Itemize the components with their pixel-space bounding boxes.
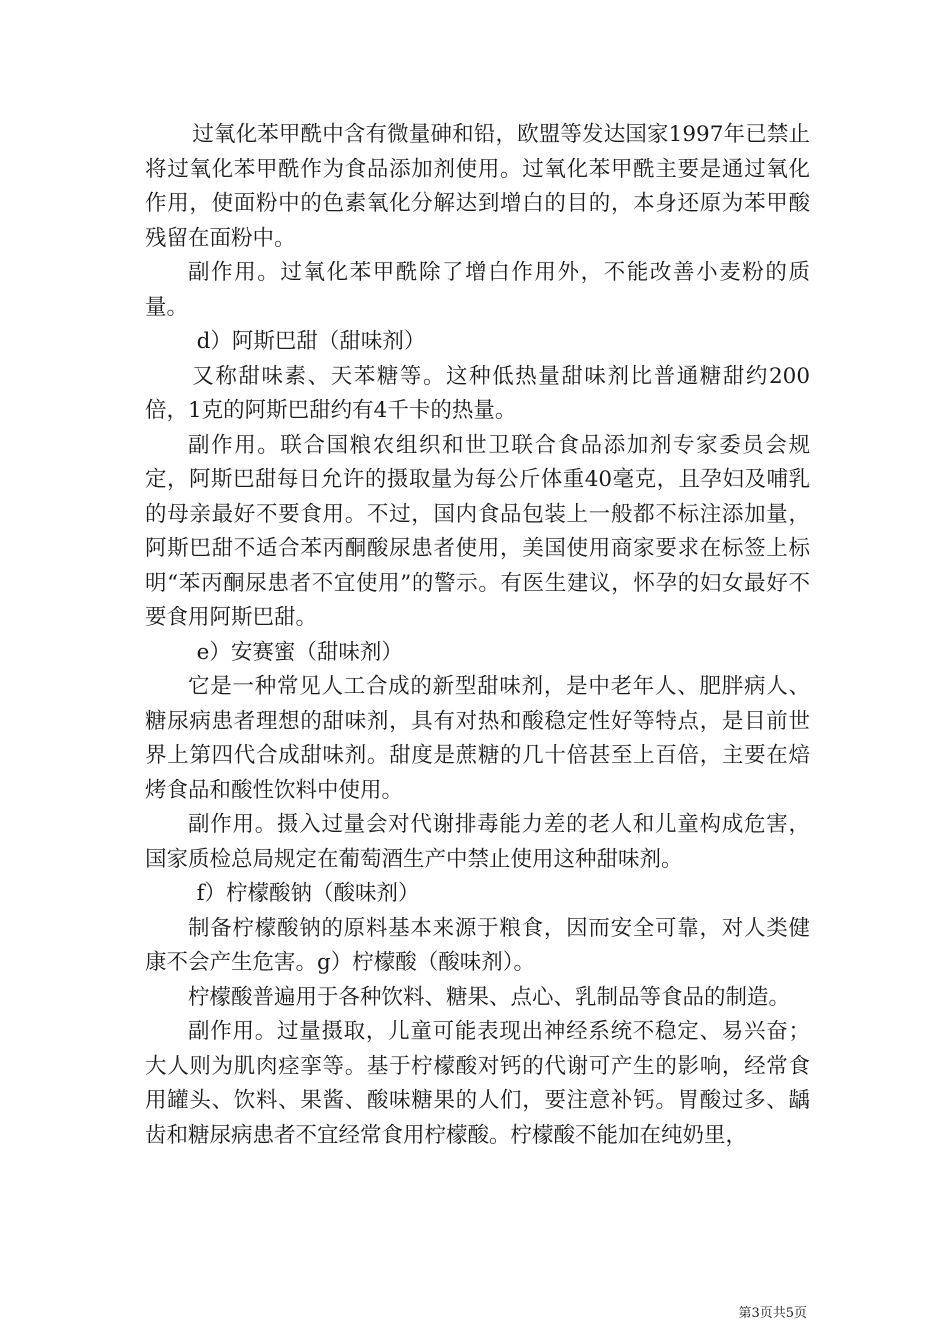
paragraph: 副作用。过量摄取，儿童可能表现出神经系统不稳定、易兴奋；大人则为肌肉痉挛等。基于柠檬酸对钙的代谢可产生的影响，经常食用罐头、饮料、果酱、酸味糖果的人们，要注意补钙。胃酸过多、龋齿和糖尿病患者不宜经常食用柠檬酸。柠檬酸不能加在纯奶里， [145,1019,810,1148]
section-heading: d）阿斯巴甜（甜味剂） [196,329,426,354]
page-number-footer: 第3页共5页 [738,1306,807,1321]
paragraph: 过氧化苯甲酰中含有微量砷和铅，欧盟等发达国家1997年已禁止将过氧化苯甲酰作为食品添加剂使用。过氧化苯甲酰主要是通过氧化作用，使面粉中的色素氧化分解达到增白的目的，本身还原为苯甲酸残留在面粉中。 [145,122,810,251]
paragraph: 柠檬酸普遍用于各种饮料、糖果、点心、乳制品等食品的制造。 [188,984,791,1010]
paragraph: 副作用。联合国粮农组织和世卫联合食品添加剂专家委员会规定，阿斯巴甜每日允许的摄取量为每公斤体重40毫克，且孕妇及哺乳的母亲最好不要食用。不过，国内食品包装上一般都不标注添加量，阿斯巴甜不适合苯丙酮酸尿患者使用，美国使用商家要求在标签上标明“苯丙酮尿患者不宜使用”的警示。有医生建议，怀孕的妇女最好不要食用阿斯巴甜。 [145,432,810,630]
paragraph: 又称甜味素、天苯糖等。这种低热量甜味剂比普通糖甜约200倍，1克的阿斯巴甜约有4千卡的热量。 [145,363,810,423]
section-heading: e）安赛蜜（甜味剂） [196,639,403,665]
section-heading: f）柠檬酸钠（酸味剂） [196,881,420,906]
paragraph: 它是一种常见人工合成的新型甜味剂，是中老年人、肥胖病人、糖尿病患者理想的甜味剂，具有对热和酸稳定性好等特点，是目前世界上第四代合成甜味剂。甜度是蔗糖的几十倍甚至上百倍，主要在焙烤食品和酸性饮料中使用。 [145,674,810,803]
paragraph: 副作用。过氧化苯甲酰除了增白作用外，不能改善小麦粉的质量。 [145,260,810,320]
body-text [145,118,810,1153]
paragraph: 制备柠檬酸钠的原料基本来源于粮食，因而安全可靠，对人类健康不会产生危害。g）柠檬酸（酸味剂）。 [145,915,810,975]
paragraph: 副作用。摄入过量会对代谢排毒能力差的老人和儿童构成危害，国家质检总局规定在葡萄酒生产中禁止使用这种甜味剂。 [145,812,810,872]
